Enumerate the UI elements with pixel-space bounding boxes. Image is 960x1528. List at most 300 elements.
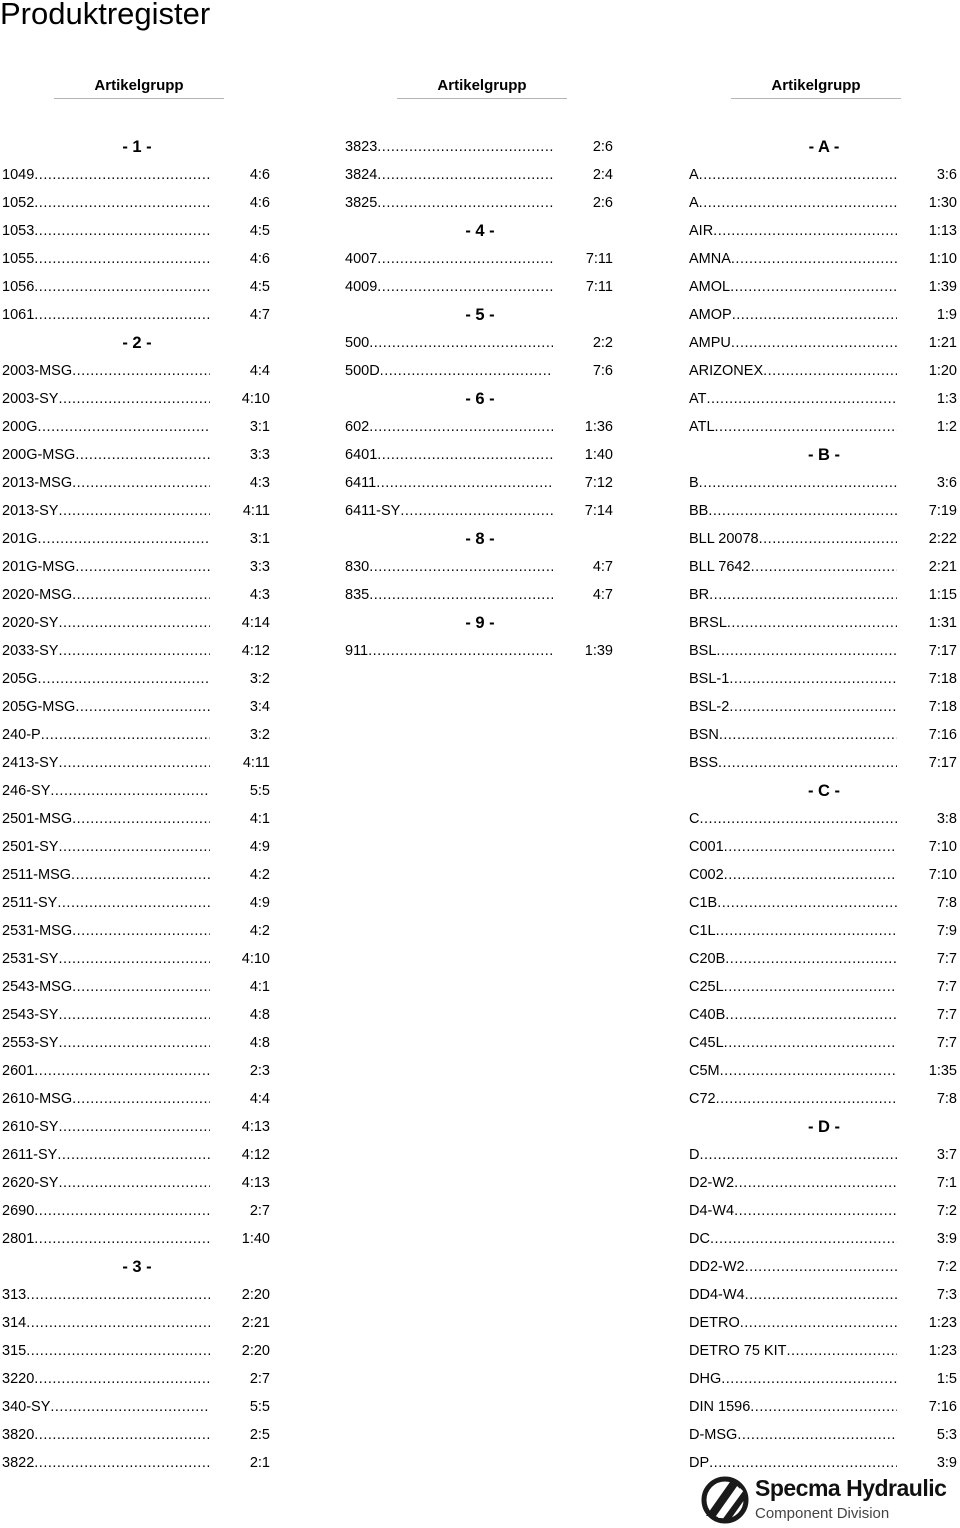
index-entry [689,525,959,553]
entry-name: D [689,1147,700,1163]
entry-label [2,867,210,883]
section-heading: - B - [807,446,841,464]
index-entry [2,665,272,693]
index-entry [689,973,959,1001]
index-entry [2,469,272,497]
entry-label [689,335,897,351]
leader-dots [37,531,210,547]
index-entry [2,1309,272,1337]
entry-page: 2:4 [592,167,613,183]
entry-name: 340-SY [2,1399,51,1415]
leader-dots [58,755,210,771]
entry-name: BSL [689,643,717,659]
entry-name: 4009 [345,279,378,295]
leader-dots [41,727,210,743]
entry-page: 7:7 [936,979,957,995]
entry-page: 2:21 [241,1315,270,1331]
entry-label [689,1203,897,1219]
company-logo [700,1476,958,1524]
entry-page: 1:39 [584,643,613,659]
entry-name: 1052 [2,195,35,211]
entry-label [345,587,553,603]
entry-name: 2501-MSG [2,811,73,827]
entry-page: 7:18 [928,671,957,687]
entry-label [689,307,897,323]
leader-dots [34,307,210,323]
leader-dots [37,671,210,687]
entry-name: C40B [689,1007,726,1023]
section-heading: - D - [807,1118,841,1136]
entry-label [689,727,897,743]
entry-label [689,223,897,239]
leader-dots [716,1091,897,1107]
index-entry [2,1225,272,1253]
leader-dots [717,895,897,911]
index-entry [2,1113,272,1141]
leader-dots [699,167,897,183]
leader-dots [377,279,553,295]
leader-dots [26,1343,210,1359]
entry-page: 1:15 [928,587,957,603]
entry-label [689,1175,897,1191]
entry-page: 4:12 [241,643,270,659]
entry-label [2,531,210,547]
index-entry [689,721,959,749]
leader-dots [75,699,210,715]
entry-page: 3:7 [936,1147,957,1163]
entry-name: 2033-SY [2,643,59,659]
entry-label [689,923,897,939]
index-entry [689,889,959,917]
entry-name: 2543-SY [2,1007,59,1023]
entry-label [689,1343,897,1359]
entry-name: C25L [689,979,724,995]
entry-name: 314 [2,1315,27,1331]
index-entry [689,273,959,301]
entry-label [2,1119,210,1135]
index-entry [689,665,959,693]
entry-name: 2511-SY [2,895,58,911]
entry-name: 835 [345,587,370,603]
entry-name: 200G [2,419,38,435]
entry-name: C1L [689,923,716,939]
entry-page: 4:1 [249,979,270,995]
entry-name: 3220 [2,1371,35,1387]
index-entry [345,637,615,665]
entry-label [2,979,210,995]
index-entry [689,301,959,329]
entry-name: 2543-MSG [2,979,73,995]
entry-page: 1:3 [936,391,957,407]
leader-dots [706,391,897,407]
leader-dots [34,1231,210,1247]
leader-dots [50,783,210,799]
entry-label [2,1343,210,1359]
leader-dots [71,867,210,883]
entry-name: 6411-SY [345,503,401,519]
index-entry [2,581,272,609]
entry-page: 7:8 [936,895,957,911]
index-entry [689,245,959,273]
index-entry [345,189,615,217]
entry-label [689,363,897,379]
entry-label [2,587,210,603]
index-entry [689,1029,959,1057]
entry-name: 500 [345,335,370,351]
entry-label [2,1287,210,1303]
entry-page: 7:16 [928,727,957,743]
entry-page: 3:9 [936,1455,957,1471]
entry-name: C72 [689,1091,716,1107]
entry-label [2,1427,210,1443]
entry-page: 2:20 [241,1343,270,1359]
entry-name: 2690 [2,1203,35,1219]
entry-label [345,195,553,211]
entry-page: 2:2 [592,335,613,351]
leader-dots [724,839,897,855]
index-column-3 [689,76,960,1471]
entry-label [689,1035,897,1051]
leader-dots [377,195,553,211]
entry-label [345,419,553,435]
index-entry [689,357,959,385]
index-entry [2,1365,272,1393]
entry-label [2,391,210,407]
entry-label [345,139,553,155]
leader-dots [731,335,897,351]
entry-label [689,279,897,295]
entry-name: 2003-SY [2,391,59,407]
entry-name: BLL 20078 [689,531,759,547]
entry-page: 7:17 [928,643,957,659]
entry-page: 4:3 [249,475,270,491]
entry-label [2,839,210,855]
entry-label [2,1007,210,1023]
entry-page: 4:2 [249,923,270,939]
entry-label [689,671,897,687]
index-entry [689,749,959,777]
entry-name: DETRO 75 KIT [689,1343,787,1359]
index-entry [2,441,272,469]
leader-dots [72,363,210,379]
entry-label [689,979,897,995]
leader-dots [369,419,553,435]
index-entry [689,805,959,833]
leader-dots [715,419,897,435]
entry-page: 7:6 [592,363,613,379]
entry-name: 1055 [2,251,35,267]
leader-dots [725,1007,897,1023]
leader-dots [34,167,210,183]
entry-name: DD2-W2 [689,1259,745,1275]
index-column-2 [345,76,627,659]
entry-page: 4:11 [242,503,270,519]
entry-page: 1:23 [928,1315,957,1331]
entry-page: 1:2 [936,419,957,435]
index-entry [2,1057,272,1085]
entry-page: 4:5 [249,279,270,295]
entry-name: AMOL [689,279,731,295]
entry-name: 2610-MSG [2,1091,73,1107]
entry-page: 7:7 [936,951,957,967]
entry-label [689,195,897,211]
leader-dots [710,1231,897,1247]
entry-label [2,699,210,715]
specma-logo-icon [700,1476,750,1524]
leader-dots [34,279,210,295]
entry-name: A [689,195,699,211]
index-entry [2,273,272,301]
entry-label [689,951,897,967]
leader-dots [732,307,897,323]
entry-name: BSL-1 [689,671,730,687]
leader-dots [724,867,897,883]
leader-dots [709,587,897,603]
entry-label [2,1399,210,1415]
index-entry [689,217,959,245]
entry-page: 4:10 [241,951,270,967]
entry-page: 7:2 [936,1259,957,1275]
entry-label [2,559,210,575]
entry-name: 2531-SY [2,951,59,967]
section-heading: - A - [808,138,840,156]
entry-name: 2003-MSG [2,363,73,379]
entry-page: 4:7 [592,559,613,575]
leader-dots [58,1035,210,1051]
index-entry [689,1365,959,1393]
leader-dots [377,139,553,155]
leader-dots [725,951,897,967]
entry-page: 2:22 [928,531,957,547]
entry-name: 2013-SY [2,503,59,519]
index-entry [345,273,615,301]
entry-page: 4:7 [592,587,613,603]
entry-page: 2:6 [592,195,613,211]
entry-label [2,811,210,827]
index-entry [345,413,615,441]
entry-label [689,503,897,519]
entry-name: AT [689,391,707,407]
leader-dots [787,1343,898,1359]
leader-dots [376,475,553,491]
entry-label [2,419,210,435]
entry-name: 4007 [345,251,378,267]
leader-dots [58,643,210,659]
leader-dots [729,671,897,687]
leader-dots [369,335,553,351]
index-entry [689,1281,959,1309]
entry-page: 3:6 [936,475,957,491]
index-entry [689,917,959,945]
entry-page: 3:2 [249,671,270,687]
index-entry [689,1337,959,1365]
entry-label [689,559,897,575]
column-header: Artikelgrupp [54,76,224,99]
entry-name: AMPU [689,335,731,351]
index-entry [689,189,959,217]
index-entry [689,693,959,721]
entry-label [345,363,553,379]
index-entry [2,693,272,721]
entry-name: 1049 [2,167,35,183]
entry-label [689,1063,897,1079]
entry-page: 4:4 [249,363,270,379]
entry-page: 7:3 [936,1287,957,1303]
entry-page: 3:4 [249,699,270,715]
entry-page: 7:12 [584,475,613,491]
index-entry [2,553,272,581]
entry-page: 7:18 [928,699,957,715]
leader-dots [745,1259,897,1275]
index-entry [689,1001,959,1029]
entry-page: 1:40 [241,1231,270,1247]
index-entry [689,497,959,525]
entry-page: 4:6 [249,251,270,267]
index-entry [2,973,272,1001]
entry-name: D2-W2 [689,1175,735,1191]
entry-name: 2013-MSG [2,475,73,491]
index-entry [2,1001,272,1029]
index-entry [2,833,272,861]
entry-name: C45L [689,1035,724,1051]
leader-dots [699,1147,897,1163]
column-header: Artikelgrupp [731,76,901,99]
index-entry [689,1449,959,1477]
leader-dots [26,1287,210,1303]
entry-page: 3:9 [936,1231,957,1247]
entry-name: AIR [689,223,714,239]
entry-label [2,223,210,239]
entry-name: 3822 [2,1455,35,1471]
entry-page: 4:6 [249,167,270,183]
entry-page: 7:2 [936,1203,957,1219]
index-entry [2,1393,272,1421]
leader-dots [58,1175,210,1191]
entry-label [2,1063,210,1079]
entry-label [689,251,897,267]
entry-label [2,503,210,519]
leader-dots [377,167,553,183]
entry-label [689,1287,897,1303]
entry-name: 313 [2,1287,27,1303]
entry-name: 830 [345,559,370,575]
leader-dots [716,923,897,939]
entry-label [2,951,210,967]
entry-page: 4:7 [249,307,270,323]
leader-dots [50,1399,210,1415]
leader-dots [57,1147,210,1163]
index-entry [2,1141,272,1169]
entry-page: 2:1 [249,1455,270,1471]
index-entry [2,777,272,805]
entry-name: 246-SY [2,783,51,799]
entry-label [345,279,553,295]
leader-dots [729,699,897,715]
entry-name: BSL-2 [689,699,730,715]
entry-page: 2:20 [241,1287,270,1303]
entry-label [2,363,210,379]
index-entry [2,497,272,525]
entry-page: 5:5 [249,783,270,799]
leader-dots [34,1371,210,1387]
index-entry [2,945,272,973]
leader-dots [26,1315,210,1331]
entry-name: C1B [689,895,718,911]
entry-page: 1:30 [928,195,957,211]
entry-label [2,615,210,631]
entry-page: 4:9 [249,895,270,911]
entry-page: 1:39 [928,279,957,295]
leader-dots [75,559,210,575]
entry-name: 500D [345,363,380,379]
leader-dots [400,503,553,519]
entry-name: 2413-SY [2,755,59,771]
entry-label [689,811,897,827]
entry-page: 2:7 [249,1371,270,1387]
leader-dots [58,615,210,631]
leader-dots [719,727,897,743]
leader-dots [72,923,210,939]
leader-dots [720,1063,897,1079]
leader-dots [34,1427,210,1443]
entry-label [2,1203,210,1219]
entry-page: 3:8 [936,811,957,827]
entry-page: 1:13 [928,223,957,239]
entry-page: 7:7 [936,1035,957,1051]
entry-label [2,923,210,939]
entry-name: 205G [2,671,38,687]
index-entry [689,1253,959,1281]
index-entry [2,1197,272,1225]
leader-dots [58,391,210,407]
entry-name: BRSL [689,615,727,631]
entry-label [2,643,210,659]
leader-dots [75,447,210,463]
entry-page: 7:10 [928,839,957,855]
entry-label [345,167,553,183]
section-heading: - 3 - [122,1258,152,1276]
entry-page: 7:11 [585,279,613,295]
entry-page: 4:5 [249,223,270,239]
leader-dots [716,643,897,659]
index-entry [2,525,272,553]
entry-label [345,475,553,491]
entry-label [689,475,897,491]
leader-dots [369,587,553,603]
leader-dots [57,895,210,911]
leader-dots [58,1119,210,1135]
entry-label [2,1315,210,1331]
entry-name: 2020-SY [2,615,59,631]
leader-dots [58,1007,210,1023]
entry-name: DC [689,1231,710,1247]
leader-dots [58,503,210,519]
entry-page: 4:1 [249,811,270,827]
entry-name: 3825 [345,195,378,211]
leader-dots [37,419,210,435]
entry-page: 4:13 [241,1119,270,1135]
section-heading: - 8 - [465,530,495,548]
index-entry [689,637,959,665]
leader-dots [72,1091,210,1107]
entry-label [689,167,897,183]
index-list [2,133,272,1477]
index-entry [345,469,615,497]
entry-name: ARIZONEX [689,363,764,379]
entry-label [2,195,210,211]
entry-page: 1:31 [928,615,957,631]
entry-label [2,279,210,295]
